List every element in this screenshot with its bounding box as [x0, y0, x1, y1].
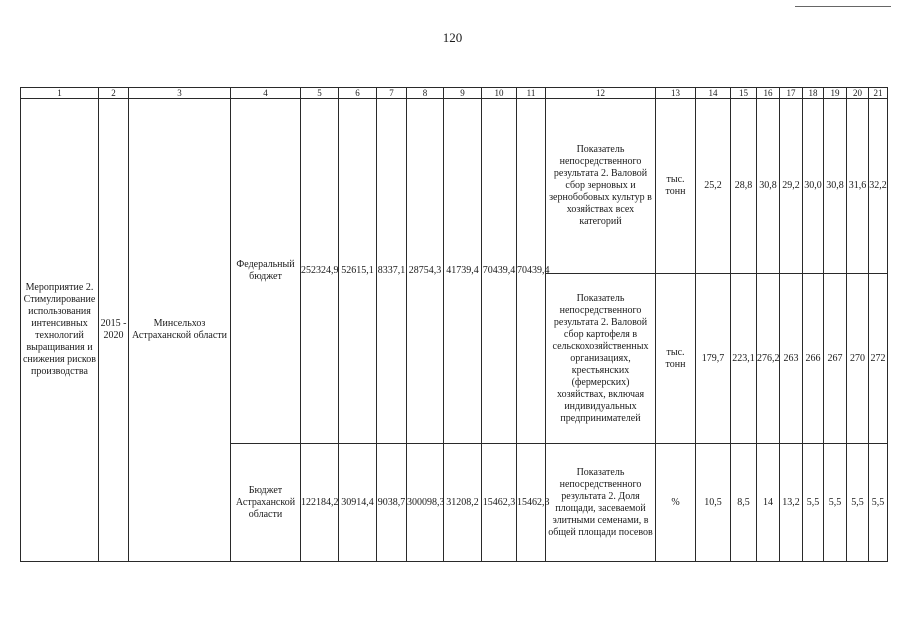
indicator-value: 179,7: [696, 274, 731, 444]
indicator-value: 30,8: [757, 99, 780, 274]
indicator-value: 25,2: [696, 99, 731, 274]
amount-cell: 252324,9: [301, 99, 339, 444]
amount-cell: 70439,4: [482, 99, 517, 444]
col-number: 6: [339, 88, 377, 99]
col-number: 8: [407, 88, 444, 99]
amount-cell: 15462,3: [482, 444, 517, 562]
funding-source: Бюджет Астраханской области: [231, 444, 301, 562]
col-number: 13: [656, 88, 696, 99]
indicator-value: 267: [824, 274, 847, 444]
indicator-value: 5,5: [847, 444, 869, 562]
col-number: 18: [803, 88, 824, 99]
col-number: 2: [99, 88, 129, 99]
indicator-value: 31,6: [847, 99, 869, 274]
indicator-value: 270: [847, 274, 869, 444]
indicator-unit: тыс. тонн: [656, 274, 696, 444]
indicator-value: 30,0: [803, 99, 824, 274]
amount-cell: 41739,4: [444, 99, 482, 444]
col-number: 14: [696, 88, 731, 99]
col-number: 4: [231, 88, 301, 99]
col-number: 17: [780, 88, 803, 99]
indicator-value: 5,5: [824, 444, 847, 562]
table-row: [21, 99, 888, 274]
indicator-value: 5,5: [803, 444, 824, 562]
indicator-value: 28,8: [731, 99, 757, 274]
funding-source: Федеральный бюджет: [231, 99, 301, 444]
indicator-value: 272: [869, 274, 888, 444]
col-number: 1: [21, 88, 99, 99]
col-number: 10: [482, 88, 517, 99]
activity-period: 2015 - 2020: [99, 99, 129, 562]
amount-cell: 70439,4: [517, 99, 546, 444]
indicator-value: 5,5: [869, 444, 888, 562]
program-table: [20, 87, 888, 562]
top-rule: [795, 6, 891, 7]
indicator-value: 29,2: [780, 99, 803, 274]
column-numbers-row: [21, 88, 888, 99]
col-number: 3: [129, 88, 231, 99]
indicator-value: 13,2: [780, 444, 803, 562]
col-number: 11: [517, 88, 546, 99]
indicator-value: 30,8: [824, 99, 847, 274]
col-number: 19: [824, 88, 847, 99]
indicator-value: 14: [757, 444, 780, 562]
col-number: 15: [731, 88, 757, 99]
indicator-value: 32,2: [869, 99, 888, 274]
amount-cell: 122184,2: [301, 444, 339, 562]
amount-cell: 30914,4: [339, 444, 377, 562]
indicator-value: 276,2: [757, 274, 780, 444]
amount-cell: 15462,3: [517, 444, 546, 562]
indicator-unit: тыс. тонн: [656, 99, 696, 274]
amount-cell: 31208,2: [444, 444, 482, 562]
indicator-text: Показатель непосредственного результата 2. Валовой сбор зерновых и зернобобовых культур в хозяйствах всех категорий: [546, 99, 656, 274]
page-number: 120: [442, 30, 463, 45]
col-number: 21: [869, 88, 888, 99]
col-number: 16: [757, 88, 780, 99]
col-number: 5: [301, 88, 339, 99]
indicator-value: 10,5: [696, 444, 731, 562]
amount-cell: 52615,1: [339, 99, 377, 444]
indicator-text: Показатель непосредственного результата 2. Доля площади, засеваемой элитными семенами, в общей площади посевов: [546, 444, 656, 562]
indicator-value: 266: [803, 274, 824, 444]
amount-cell: 300098,3: [407, 444, 444, 562]
amount-cell: 9038,7: [377, 444, 407, 562]
indicator-unit: %: [656, 444, 696, 562]
amount-cell: 8337,1: [377, 99, 407, 444]
col-number: 12: [546, 88, 656, 99]
amount-cell: 28754,3: [407, 99, 444, 444]
col-number: 7: [377, 88, 407, 99]
col-number: 20: [847, 88, 869, 99]
col-number: 9: [444, 88, 482, 99]
activity-name: Мероприятие 2. Стимулирование использования интенсивных технологий выращивания и снижения рисков производства: [21, 99, 99, 562]
indicator-value: 223,1: [731, 274, 757, 444]
indicator-text: Показатель непосредственного результата 2. Валовой сбор картофеля в сельскохозяйственных организациях, крестьянских (фермерских) хозяйствах, включая индивидуальных предпринимателей: [546, 274, 656, 444]
indicator-value: 263: [780, 274, 803, 444]
indicator-value: 8,5: [731, 444, 757, 562]
activity-executor: Минсельхоз Астраханской области: [129, 99, 231, 562]
